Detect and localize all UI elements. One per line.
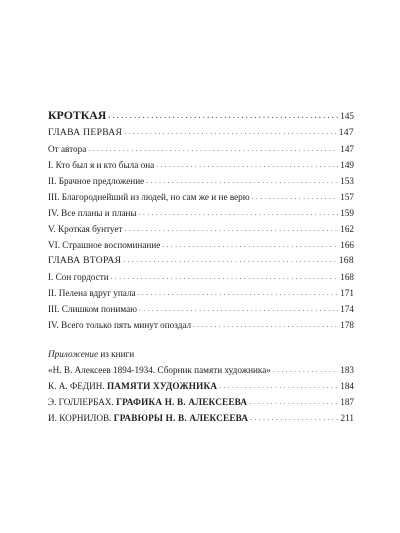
toc-entry-page: 166 [340,240,354,250]
appendix-entry-title [48,410,248,426]
appendix-entry [48,410,354,426]
leader-dots [250,409,338,426]
leader-dots [123,252,336,268]
appendix-entry-strong: ГРАФИКА Н. В. АЛЕКСЕЕВА [116,397,248,407]
leader-dots [139,300,338,317]
toc-entry-title: II. Пелена вдруг упала [48,288,136,298]
appendix-entry [48,394,354,410]
toc-entry-title: ГЛАВА ПЕРВАЯ [48,127,123,138]
appendix-entry-title [48,362,271,378]
toc-entry [48,141,354,157]
appendix-entry-page: 211 [340,413,354,423]
appendix-heading [48,346,354,362]
toc-entry-page: 153 [340,176,354,186]
appendix-entry-strong: ГРАВЮРЫ Н. В. АЛЕКСЕЕВА [113,413,249,423]
appendix-entry [48,378,354,394]
toc-entry-page: 159 [340,208,354,218]
appendix-entry-title [48,378,217,394]
leader-dots [138,284,339,301]
toc-entry [48,269,354,285]
toc-main-page: 145 [340,111,354,121]
leader-dots [273,361,338,378]
toc-entry [48,317,354,333]
toc-entry [48,301,354,317]
appendix-entry-page: 184 [340,381,354,391]
toc-entry-page: 147 [340,144,354,154]
toc-entry-page: 162 [340,224,354,234]
toc-entry [48,253,354,269]
toc-entry-title: I. Сон гордости [48,272,109,282]
leader-dots [139,204,339,221]
toc-entry-page: 178 [340,320,354,330]
toc-entry-page: 149 [340,160,354,170]
table-of-contents [48,105,354,426]
toc-entry-title: II. Брачное предложение [48,176,145,186]
leader-dots [193,316,338,333]
leader-dots [111,268,339,285]
toc-entry-page: 171 [340,288,354,298]
toc-entry-title: III. Благороднейший из людей, но сам же и не верю [48,192,250,202]
leader-dots [162,236,338,253]
leader-dots [156,156,338,173]
toc-entry-title: От автора [48,144,87,154]
toc-entry-title: VI. Страшное воспоминание [48,240,161,250]
toc-entry [48,221,354,237]
toc-entry-page: 157 [340,192,354,202]
toc-entry [48,157,354,173]
appendix-entry-text: «Н. В. Алексеев 1894-1934. Сборник памяти художника» [48,365,271,375]
toc-entry-main [48,105,354,125]
toc-entry [48,237,354,253]
toc-entry-title: IV. Всего только пять минут опоздал [48,320,192,330]
toc-entry [48,189,354,205]
leader-dots [108,104,338,126]
appendix-entry-text: К. А. ФЕДИН. [48,381,107,391]
appendix-entry-title [48,394,247,410]
toc-entry-title: I. Кто был я и кто была она [48,160,155,170]
spacer [48,333,354,346]
appendix-entry-text: И. КОРНИЛОВ. [48,413,114,423]
appendix-entry [48,362,354,378]
toc-entry-title: V. Кроткая бунтует [48,224,123,234]
leader-dots [124,124,336,140]
toc-entry [48,125,354,141]
toc-entry-page: 174 [340,304,354,314]
toc-main-title: КРОТКАЯ [48,108,107,122]
leader-dots [252,188,339,205]
toc-entry [48,285,354,301]
appendix-entry-page: 183 [340,365,354,375]
leader-dots [88,140,338,157]
appendix-entry-strong: ПАМЯТИ ХУДОЖНИКА [106,381,218,391]
toc-entry-title: III. Слишком понимаю [48,304,138,314]
leader-dots [124,220,338,237]
appendix-heading-rest: из книги [98,349,135,359]
appendix-entry-text: Э. ГОЛЛЕРБАХ. [48,397,117,407]
toc-entry-page: 168 [340,272,354,282]
toc-entry [48,173,354,189]
appendix-heading-italic: Приложение [48,349,99,359]
leader-dots [249,393,338,410]
toc-entry [48,205,354,221]
appendix-entry-page: 187 [340,397,354,407]
leader-dots [146,172,338,189]
toc-entry-title: ГЛАВА ВТОРАЯ [48,255,122,266]
toc-entry-page: 147 [338,127,354,138]
toc-entry-title: IV. Все планы и планы [48,208,137,218]
leader-dots [219,377,338,394]
toc-entry-page: 168 [338,255,354,266]
